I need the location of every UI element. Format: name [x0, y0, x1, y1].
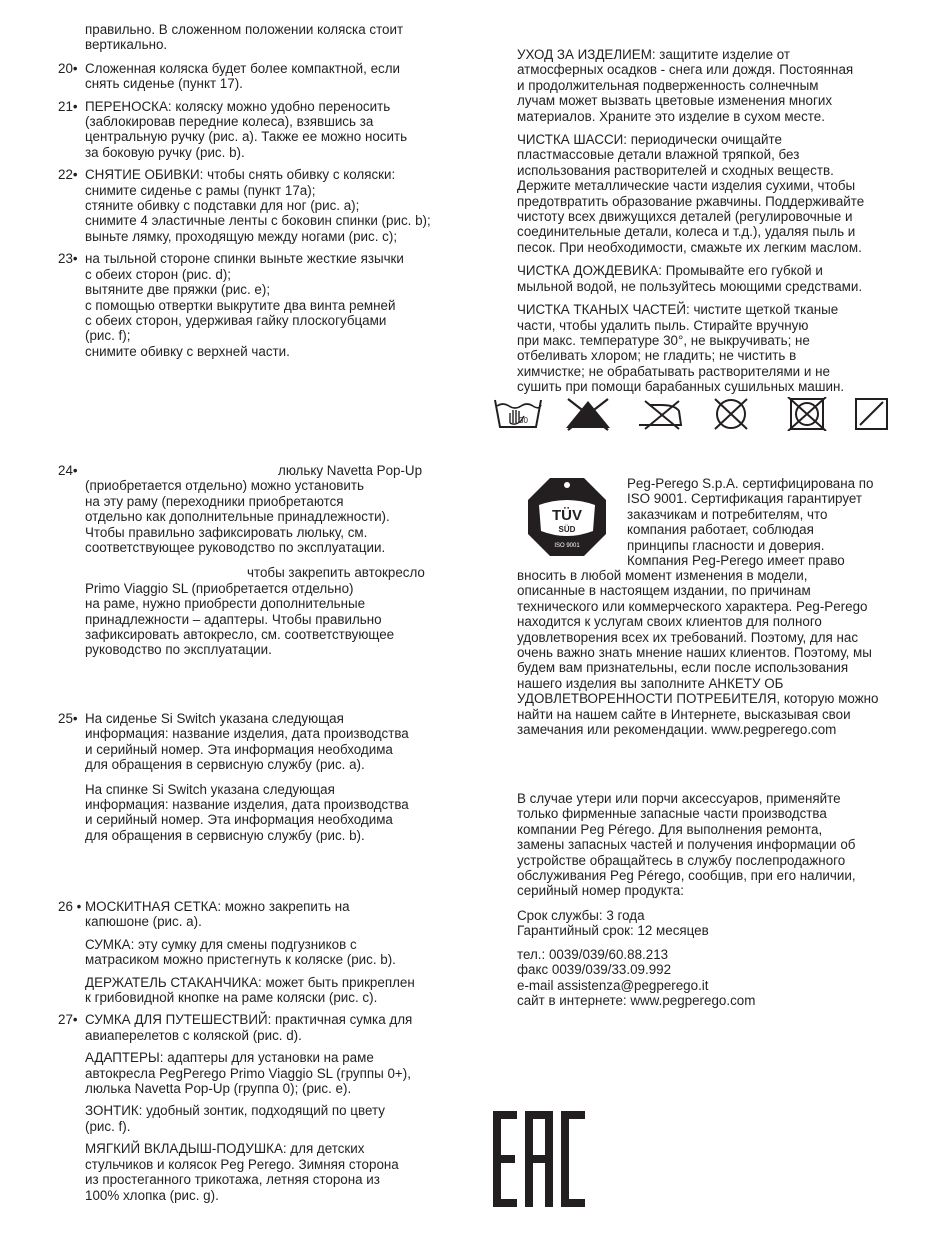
item-24-carseat: чтобы закрепить автокресло Primo Viaggio SL (приобретается отдельно) на раме, нужно приобрести дополнительные принадлежности – адаптеры. Чтобы правильно зафиксировать автокресло, см. соответствующее руководство по эксплуатации. [85, 565, 425, 658]
contacts [517, 947, 897, 1009]
spare-parts-section: В случае утери или порчи аксессуаров, применяйте только фирменные запасные части производства компании Peg Pérego. Для выполнения ремонта, замены запасных частей и получения информации об устройстве обращайтесь в службу послепродажного обслуживания Peg Pérego, сообщив, при его наличии, серийный номер продукта: Срок службы: 3 года Гарантийный срок: 12 месяцев [517, 791, 897, 939]
no-iron-icon [635, 397, 687, 431]
item-20: 20• Сложенная коляска будет более компактной, если снять сиденье (пункт 17). [58, 60, 401, 92]
tuv-sud-logo [527, 477, 607, 557]
care-section [517, 47, 897, 402]
contact-phone: тел.: 0039/039/60.88.213 [517, 947, 669, 962]
item-25: 25• На сиденье Si Switch указана следующая информация: название изделия, дата производства и серийный номер. Эта информация необходима для обращения в сервисную службу (рис. a). На спинке Si Switch указана следующая информация: название изделия, дата производства и серийный номер. Эта информация необходима для обращения в сервисную службу (рис. b). [58, 711, 409, 843]
chassis-cleaning: ЧИСТКА ШАССИ: периодически очищайте пластмассовые детали влажной тряпкой, без использования растворителей и сходных веществ. Держите металлические части изделия сухими, чтобы предотвратить образование ржавчины. Поддерживайте чистоту всех движущихся деталей (регулировочные и соединительные детали, колеса и т.д.), удаляя пыль и песок. При необходимости, смажьте их легким маслом. [517, 132, 865, 255]
certification-intro: Peg-Perego S.p.A. сертифицирована по ISO 9001. Сертификация гарантирует заказчикам и потребителям, что компания работает, соблюдая принципы гласности и доверия. Компания Peg-Perego имеет право [627, 476, 874, 569]
item-24: 24• люльку Navetta Pop-Up (приобретается отдельно) можно установить на эту раму (переходники приобретаются отдельно как дополнительные принадлежности). Чтобы правильно зафиксировать люльку, см. соответствующее руководство по эксплуатации. чтобы закрепить автокресло Primo Viaggio SL (приобретается отдельно) на раме, нужно приобрести дополнительные принадлежности – адаптеры. Чтобы правильно зафиксировать автокресло, см. соответствующее руководство по эксплуатации. [58, 463, 453, 665]
certification-body: вносить в любой момент изменения в модели, описанные в настоящем издании, по причинам технического или коммерческого характера. Peg-Perego находится к услугам своих клиентов для полного удовлетворения всех их требований. Поэтому, для нас очень важно знать мнение наших клиентов. Поэтому, мы будем вам признательны, если после использования нашего изделия вы заполните АНКЕТУ ОБ УДОВЛЕТВОРЕННОСТИ ПОТРЕБИТЕЛЯ, которую можно найти на нашем сайте в Интернете, высказывая свои замечания или рекомендации. www.pegperego.com [517, 568, 879, 738]
intro-text: правильно. В сложенном положении коляска стоит вертикально. [85, 22, 404, 53]
iso-text: ISO 9001 [554, 543, 580, 549]
eac-conformity-mark [491, 1111, 587, 1207]
care-symbols [493, 397, 893, 431]
warranty: Гарантийный срок: 12 месяцев [517, 923, 709, 939]
item-26: 26 • МОСКИТНАЯ СЕТКА: можно закрепить на капюшоне (рис. a). [58, 899, 350, 930]
contact-fax: факс 0039/039/33.09.992 [517, 962, 672, 978]
no-bleach-icon [563, 397, 613, 431]
fabric-cleaning: ЧИСТКА ТКАНЫХ ЧАСТЕЙ: чистите щеткой тканые части, чтобы удалить пыль. Стирайте вручную при макс. температуре 30°, не выкручивать; не отбеливать хлором; не гладить; не чистить в химчистке; не обрабатывать растворителями и не сушить при помощи барабанных сушильных машин. [517, 302, 845, 395]
item-23: 23• на тыльной стороне спинки выньте жесткие язычки с обеих сторон (рис. d); вытяните две пряжки (рис. e); с помощью отвертки выкрутите два винта ремней с обеих сторон, удерживая гайку плоскогубцами (рис. f); снимите обивку с верхней части. [58, 251, 404, 359]
raincover-cleaning: ЧИСТКА ДОЖДЕВИКА: Промывайте его губкой и мыльной водой, не пользуйтесь моющими средствами. [517, 263, 863, 294]
instructions-top [58, 22, 453, 366]
items-26-27: 26 • МОСКИТНАЯ СЕТКА: можно закрепить на капюшоне (рис. a). СУМКА: эту сумку для смены подгузников с матрасиком можно пристегнуть к коляске (рис. b). ДЕРЖАТЕЛЬ СТАКАНЧИКА: может быть прикреплен к грибовидной кнопке на раме коляски (рис. c). 27• СУМКА ДЛЯ ПУТЕШЕСТВИЙ: практичная сумка для авиаперелетов с коляской (рис. d). АДАПТЕРЫ: адаптеры для установки на раме автокресла PegPerego Primo Viaggio SL (группы 0+), люлька Navetta Pop-Up (группа 0); (рис. e). ЗОНТИК: удобный зонтик, подходящий по цвету (рис. f). МЯГКИЙ ВКЛАДЫШ-ПОДУШКА: для детских стульчиков и колясок Peg Perego. Зимняя сторона из простеганного трикотажа, летняя сторона из 100% хлопка (рис. g). [58, 899, 453, 1210]
service-life: Срок службы: 3 года [517, 907, 645, 923]
item-21: 21• ПЕРЕНОСКА: коляску можно удобно переносить (заблокировав передние колеса), взявшись за центральную ручку (рис. a). Также ее можно носить за боковую ручку (рис. b). [58, 98, 408, 160]
tuv-text: TÜV [552, 507, 582, 524]
wash-temperature: 30 [519, 416, 528, 425]
no-tumble-dry-icon [786, 397, 828, 431]
contact-website: сайт в интернете: www.pegperego.com [517, 993, 756, 1009]
contact-email: e-mail assistenza@pegperego.it [517, 977, 709, 993]
care-paragraph: УХОД ЗА ИЗДЕЛИЕМ: защитите изделие от атмосферных осадков - снега или дождя. Постоянная и продолжительная подверженность солнечным лучам может вызвать цветовые изменения многих материалов. Храните это изделие в сухом месте. [517, 47, 854, 124]
hand-wash-icon [493, 397, 543, 431]
drip-dry-icon [853, 397, 891, 431]
item-22: 22• СНЯТИЕ ОБИВКИ: чтобы снять обивку с коляски: снимите сиденье с рамы (пункт 17a); стяните обивку с подставки для ног (рис. a); снимите 4 эластичные ленты с боковин спинки (рис. b); выньте лямку, проходящую между ногами (рис. c); [58, 167, 431, 244]
sud-text: SÜD [558, 525, 576, 534]
item-27: 27• СУМКА ДЛЯ ПУТЕШЕСТВИЙ: практичная сумка для авиаперелетов с коляской (рис. d). [58, 1012, 413, 1043]
no-dry-clean-icon [706, 397, 756, 431]
